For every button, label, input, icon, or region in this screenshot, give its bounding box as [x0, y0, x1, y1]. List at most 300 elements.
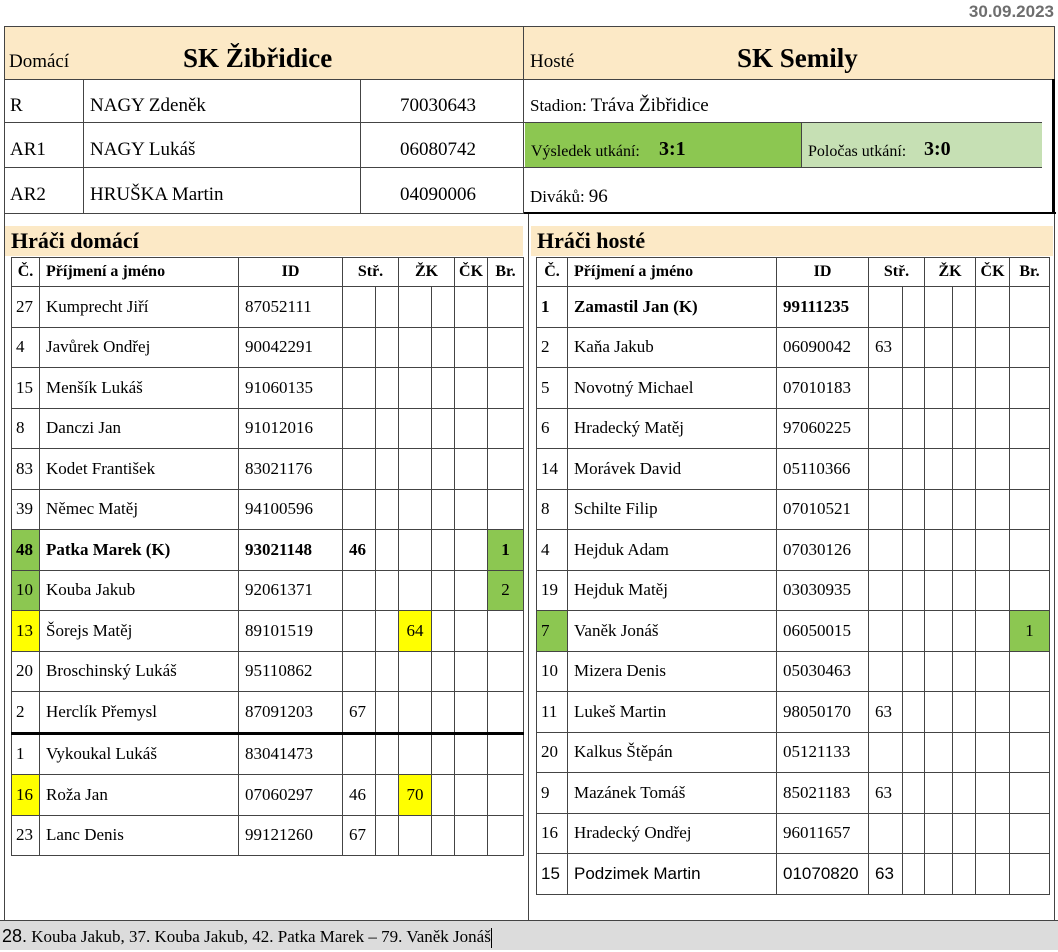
- player-goals: [488, 775, 524, 816]
- yellow-extra: [432, 815, 455, 856]
- footer-first-minute: 28.: [2, 926, 28, 946]
- sub-extra: [376, 327, 399, 368]
- player-substitution: [869, 651, 903, 692]
- player-row: [537, 368, 1050, 409]
- player-row: [12, 692, 524, 734]
- player-name: Podzimek Martin: [568, 854, 777, 895]
- player-substitution: [869, 530, 903, 571]
- player-name: Kouba Jakub: [40, 570, 239, 611]
- player-name: Vaněk Jonáš: [568, 611, 777, 652]
- player-name: Kaňa Jakub: [568, 327, 777, 368]
- player-name: Lukeš Martin: [568, 692, 777, 733]
- sub-extra: [903, 813, 925, 854]
- player-number: 11: [537, 692, 568, 733]
- player-id: 99121260: [239, 815, 343, 856]
- player-substitution: [869, 489, 903, 530]
- player-number: 27: [12, 287, 40, 328]
- player-row: [537, 408, 1050, 449]
- player-name: Roža Jan: [40, 775, 239, 816]
- player-row: [537, 287, 1050, 328]
- official-name: HRUŠKA Martin: [90, 184, 224, 205]
- player-row: [12, 815, 524, 856]
- player-row: [12, 775, 524, 816]
- player-substitution: [343, 449, 376, 490]
- player-row: [12, 408, 524, 449]
- player-id: 06050015: [777, 611, 869, 652]
- player-id: 85021183: [777, 773, 869, 814]
- player-goals: [1010, 773, 1050, 814]
- footer-goals-text: Kouba Jakub, 37. Kouba Jakub, 42. Patka Marek – 79. Vaněk Jonáš: [31, 927, 491, 946]
- player-substitution: [869, 611, 903, 652]
- yellow-extra: [432, 408, 455, 449]
- player-red-card: [976, 408, 1010, 449]
- sub-extra: [376, 489, 399, 530]
- player-number: 1: [537, 287, 568, 328]
- player-substitution: [869, 368, 903, 409]
- col-yellow: ŽK: [399, 258, 455, 287]
- player-yellow-card: [925, 449, 953, 490]
- player-name: Hejduk Adam: [568, 530, 777, 571]
- player-red-card: [976, 651, 1010, 692]
- player-number: 2: [12, 692, 40, 734]
- player-number: 1: [12, 733, 40, 775]
- yellow-extra: [953, 327, 976, 368]
- player-red-card: [976, 813, 1010, 854]
- player-row: [537, 813, 1050, 854]
- player-name: Morávek David: [568, 449, 777, 490]
- home-team-name: SK Žibřidice: [183, 43, 333, 73]
- player-number: 48: [12, 530, 40, 571]
- player-substitution: 67: [343, 692, 376, 734]
- yellow-extra: [432, 775, 455, 816]
- player-substitution: [343, 408, 376, 449]
- player-row: [537, 449, 1050, 490]
- col-goals: Br.: [1010, 258, 1050, 287]
- yellow-extra: [953, 570, 976, 611]
- sub-extra: [376, 530, 399, 571]
- player-goals: [1010, 692, 1050, 733]
- sub-extra: [376, 651, 399, 692]
- player-red-card: [976, 732, 1010, 773]
- player-row: [537, 773, 1050, 814]
- player-goals: [1010, 651, 1050, 692]
- player-goals: [1010, 813, 1050, 854]
- player-substitution: [343, 327, 376, 368]
- player-name: Herclík Přemysl: [40, 692, 239, 734]
- official-role: R: [10, 95, 23, 116]
- player-goals: [488, 327, 524, 368]
- player-name: Menšík Lukáš: [40, 368, 239, 409]
- player-goals: 1: [488, 530, 524, 571]
- sub-extra: [903, 287, 925, 328]
- col-sub: Stř.: [869, 258, 925, 287]
- player-red-card: [455, 775, 488, 816]
- player-goals: [1010, 489, 1050, 530]
- player-row: [12, 530, 524, 571]
- player-number: 83: [12, 449, 40, 490]
- player-yellow-card: [925, 813, 953, 854]
- col-sub: Stř.: [343, 258, 399, 287]
- sub-extra: [903, 611, 925, 652]
- player-number: 16: [12, 775, 40, 816]
- yellow-extra: [953, 489, 976, 530]
- player-id: 83021176: [239, 449, 343, 490]
- player-row: [537, 732, 1050, 773]
- yellow-extra: [432, 611, 455, 652]
- player-yellow-card: [925, 287, 953, 328]
- yellow-extra: [432, 530, 455, 571]
- player-substitution: 63: [869, 773, 903, 814]
- player-name: Schilte Filip: [568, 489, 777, 530]
- player-id: 06090042: [777, 327, 869, 368]
- player-row: [12, 368, 524, 409]
- player-substitution: [343, 368, 376, 409]
- player-name: Lanc Denis: [40, 815, 239, 856]
- player-goals: [1010, 732, 1050, 773]
- home-label: Domácí: [9, 51, 70, 72]
- match-date: 30.09.2023: [968, 2, 1054, 21]
- player-substitution: 46: [343, 530, 376, 571]
- player-red-card: [976, 489, 1010, 530]
- player-id: 90042291: [239, 327, 343, 368]
- player-number: 20: [537, 732, 568, 773]
- player-goals: [1010, 854, 1050, 895]
- player-number: 13: [12, 611, 40, 652]
- sub-extra: [903, 570, 925, 611]
- col-name: Příjmení a jméno: [568, 258, 777, 287]
- player-red-card: [455, 449, 488, 490]
- yellow-extra: [432, 651, 455, 692]
- player-red-card: [976, 773, 1010, 814]
- away-players-body: [537, 287, 1050, 895]
- player-name: Kodet František: [40, 449, 239, 490]
- col-name: Příjmení a jméno: [40, 258, 239, 287]
- player-substitution: [343, 651, 376, 692]
- yellow-extra: [953, 287, 976, 328]
- yellow-extra: [953, 611, 976, 652]
- col-id: ID: [777, 258, 869, 287]
- sub-extra: [903, 651, 925, 692]
- player-row: [537, 854, 1050, 895]
- yellow-extra: [953, 732, 976, 773]
- player-row: [12, 651, 524, 692]
- player-red-card: [455, 570, 488, 611]
- away-label: Hosté: [530, 51, 575, 72]
- halftime-value: 3:0: [924, 138, 951, 160]
- player-id: 97060225: [777, 408, 869, 449]
- player-yellow-card: [925, 408, 953, 449]
- col-red: ČK: [976, 258, 1010, 287]
- player-yellow-card: [399, 368, 432, 409]
- player-number: 14: [537, 449, 568, 490]
- player-red-card: [455, 489, 488, 530]
- player-red-card: [976, 530, 1010, 571]
- official-id: 04090006: [400, 184, 476, 205]
- player-red-card: [976, 368, 1010, 409]
- player-id: 05121133: [777, 732, 869, 773]
- sub-extra: [376, 815, 399, 856]
- player-id: 07010183: [777, 368, 869, 409]
- text-cursor: [491, 928, 492, 948]
- official-id: 06080742: [400, 139, 476, 160]
- player-yellow-card: [925, 327, 953, 368]
- yellow-extra: [953, 813, 976, 854]
- away-section-title: Hráči hosté: [531, 226, 1053, 256]
- player-row: [12, 611, 524, 652]
- player-goals: [488, 449, 524, 490]
- yellow-extra: [953, 408, 976, 449]
- player-row: [537, 327, 1050, 368]
- player-yellow-card: [399, 570, 432, 611]
- player-number: 15: [537, 854, 568, 895]
- player-red-card: [455, 651, 488, 692]
- player-goals: 2: [488, 570, 524, 611]
- player-red-card: [455, 733, 488, 775]
- player-name: Hejduk Matěj: [568, 570, 777, 611]
- sub-extra: [903, 368, 925, 409]
- player-yellow-card: [925, 692, 953, 733]
- official-name: NAGY Lukáš: [90, 139, 196, 160]
- player-goals: [488, 408, 524, 449]
- player-row: [537, 651, 1050, 692]
- player-goals: [488, 651, 524, 692]
- player-yellow-card: [925, 854, 953, 895]
- col-num: Č.: [537, 258, 568, 287]
- player-goals: [488, 368, 524, 409]
- player-id: 91060135: [239, 368, 343, 409]
- official-role: AR1: [10, 139, 46, 160]
- player-name: Kalkus Štěpán: [568, 732, 777, 773]
- yellow-extra: [953, 651, 976, 692]
- player-number: 15: [12, 368, 40, 409]
- sub-extra: [376, 368, 399, 409]
- home-players-body: [12, 287, 524, 856]
- player-red-card: [976, 854, 1010, 895]
- yellow-extra: [953, 773, 976, 814]
- sub-extra: [903, 408, 925, 449]
- yellow-extra: [432, 692, 455, 734]
- sub-extra: [376, 692, 399, 734]
- player-number: 19: [537, 570, 568, 611]
- col-goals: Br.: [488, 258, 524, 287]
- col-yellow: ŽK: [925, 258, 976, 287]
- player-number: 4: [12, 327, 40, 368]
- player-number: 10: [12, 570, 40, 611]
- player-number: 39: [12, 489, 40, 530]
- player-goals: 1: [1010, 611, 1050, 652]
- player-goals: [488, 489, 524, 530]
- player-id: 03030935: [777, 570, 869, 611]
- yellow-extra: [432, 327, 455, 368]
- player-yellow-card: 64: [399, 611, 432, 652]
- official-name: NAGY Zdeněk: [90, 95, 206, 116]
- col-id: ID: [239, 258, 343, 287]
- yellow-extra: [432, 489, 455, 530]
- player-number: 20: [12, 651, 40, 692]
- home-players-table: [11, 257, 524, 856]
- player-red-card: [976, 570, 1010, 611]
- player-number: 10: [537, 651, 568, 692]
- player-goals: [488, 287, 524, 328]
- player-number: 7: [537, 611, 568, 652]
- player-number: 16: [537, 813, 568, 854]
- player-row: [537, 611, 1050, 652]
- sub-extra: [376, 287, 399, 328]
- player-substitution: [869, 570, 903, 611]
- player-id: 07060297: [239, 775, 343, 816]
- player-row: [12, 327, 524, 368]
- player-yellow-card: [925, 651, 953, 692]
- player-red-card: [455, 530, 488, 571]
- sub-extra: [903, 449, 925, 490]
- player-substitution: [343, 287, 376, 328]
- player-number: 9: [537, 773, 568, 814]
- goals-footer: [0, 920, 1058, 950]
- player-yellow-card: [925, 530, 953, 571]
- player-name: Novotný Michael: [568, 368, 777, 409]
- player-id: 87052111: [239, 287, 343, 328]
- player-substitution: [343, 611, 376, 652]
- result-box: [525, 123, 801, 167]
- attendance-value: 96: [588, 186, 608, 207]
- player-number: 23: [12, 815, 40, 856]
- yellow-extra: [953, 854, 976, 895]
- player-id: 99111235: [777, 287, 869, 328]
- player-id: 07030126: [777, 530, 869, 571]
- away-players-table: [536, 257, 1050, 895]
- player-yellow-card: [925, 570, 953, 611]
- yellow-extra: [432, 368, 455, 409]
- player-id: 93021148: [239, 530, 343, 571]
- player-id: 01070820: [777, 854, 869, 895]
- player-name: Hradecký Matěj: [568, 408, 777, 449]
- sub-extra: [903, 732, 925, 773]
- home-section-title: Hráči domácí: [5, 226, 523, 256]
- player-id: 92061371: [239, 570, 343, 611]
- player-row: [537, 692, 1050, 733]
- player-yellow-card: [399, 408, 432, 449]
- player-row: [537, 530, 1050, 571]
- yellow-extra: [953, 449, 976, 490]
- player-number: 8: [537, 489, 568, 530]
- away-header: [523, 26, 1055, 80]
- player-id: 05110366: [777, 449, 869, 490]
- yellow-extra: [953, 530, 976, 571]
- player-red-card: [455, 692, 488, 734]
- yellow-extra: [432, 287, 455, 328]
- sub-extra: [903, 773, 925, 814]
- player-id: 05030463: [777, 651, 869, 692]
- player-yellow-card: [925, 368, 953, 409]
- stadium-label: Stadion:: [530, 96, 587, 115]
- player-yellow-card: [399, 449, 432, 490]
- player-red-card: [455, 408, 488, 449]
- result-value: 3:1: [659, 138, 686, 160]
- col-red: ČK: [455, 258, 488, 287]
- player-red-card: [976, 449, 1010, 490]
- player-number: 4: [537, 530, 568, 571]
- player-red-card: [455, 327, 488, 368]
- player-number: 2: [537, 327, 568, 368]
- player-name: Javůrek Ondřej: [40, 327, 239, 368]
- player-row: [12, 489, 524, 530]
- player-substitution: 63: [869, 327, 903, 368]
- player-red-card: [976, 692, 1010, 733]
- player-yellow-card: [399, 733, 432, 775]
- halftime-label: Poločas utkání:: [808, 143, 907, 160]
- sub-extra: [376, 408, 399, 449]
- player-yellow-card: [399, 815, 432, 856]
- player-number: 5: [537, 368, 568, 409]
- player-yellow-card: [399, 287, 432, 328]
- player-row: [12, 449, 524, 490]
- player-red-card: [976, 327, 1010, 368]
- player-red-card: [976, 611, 1010, 652]
- player-name: Hradecký Ondřej: [568, 813, 777, 854]
- sub-extra: [376, 611, 399, 652]
- player-red-card: [455, 368, 488, 409]
- attendance: [530, 186, 608, 208]
- player-substitution: 46: [343, 775, 376, 816]
- yellow-extra: [432, 733, 455, 775]
- player-id: 96011657: [777, 813, 869, 854]
- player-yellow-card: [399, 692, 432, 734]
- player-id: 87091203: [239, 692, 343, 734]
- player-number: 6: [537, 408, 568, 449]
- sub-extra: [376, 449, 399, 490]
- player-goals: [1010, 327, 1050, 368]
- attendance-label: Diváků:: [530, 187, 585, 206]
- col-num: Č.: [12, 258, 40, 287]
- yellow-extra: [953, 368, 976, 409]
- player-name: Patka Marek (K): [40, 530, 239, 571]
- sub-extra: [376, 733, 399, 775]
- player-name: Němec Matěj: [40, 489, 239, 530]
- yellow-extra: [432, 449, 455, 490]
- player-yellow-card: [399, 530, 432, 571]
- player-goals: [1010, 368, 1050, 409]
- official-id: 70030643: [400, 95, 476, 116]
- player-substitution: 63: [869, 692, 903, 733]
- player-yellow-card: [925, 489, 953, 530]
- yellow-extra: [953, 692, 976, 733]
- player-red-card: [455, 611, 488, 652]
- sub-extra: [903, 489, 925, 530]
- player-substitution: [869, 449, 903, 490]
- player-substitution: [869, 732, 903, 773]
- player-id: 83041473: [239, 733, 343, 775]
- player-goals: [1010, 449, 1050, 490]
- player-goals: [1010, 287, 1050, 328]
- yellow-extra: [432, 570, 455, 611]
- player-id: 98050170: [777, 692, 869, 733]
- away-team-name: SK Semily: [737, 43, 858, 73]
- player-row: [537, 570, 1050, 611]
- player-yellow-card: [925, 611, 953, 652]
- player-yellow-card: [925, 773, 953, 814]
- player-goals: [488, 815, 524, 856]
- stadium-value: Tráva Žibřidice: [590, 95, 709, 116]
- player-substitution: [869, 813, 903, 854]
- halftime-box: [801, 123, 1042, 167]
- home-header: [4, 26, 524, 80]
- player-goals: [488, 733, 524, 775]
- player-substitution: 67: [343, 815, 376, 856]
- player-name: Broschinský Lukáš: [40, 651, 239, 692]
- player-name: Vykoukal Lukáš: [40, 733, 239, 775]
- player-substitution: [343, 489, 376, 530]
- player-red-card: [455, 815, 488, 856]
